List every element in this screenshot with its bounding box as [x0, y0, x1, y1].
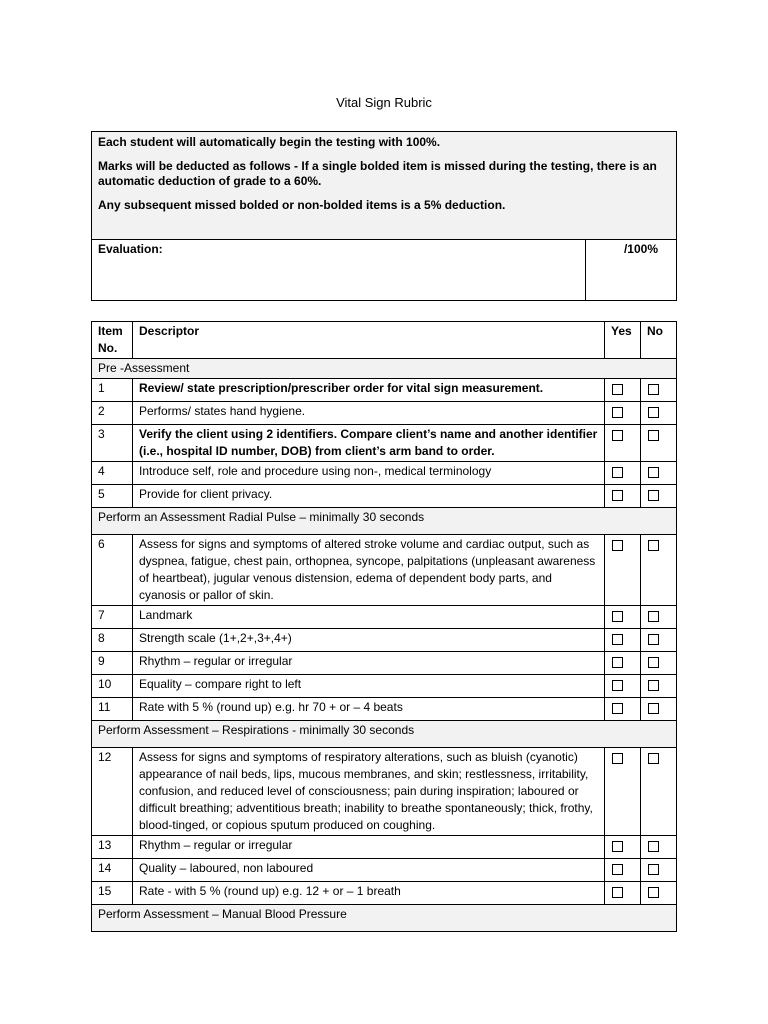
no-checkbox[interactable]: [648, 680, 659, 691]
yes-checkbox[interactable]: [612, 887, 623, 898]
item-descriptor: Rhythm – regular or irregular: [133, 652, 605, 675]
item-number: 11: [92, 698, 133, 721]
item-descriptor: Equality – compare right to left: [133, 675, 605, 698]
item-number: 4: [92, 462, 133, 485]
yes-cell: [605, 882, 641, 905]
item-number: 7: [92, 606, 133, 629]
no-checkbox[interactable]: [648, 634, 659, 645]
no-checkbox[interactable]: [648, 407, 659, 418]
yes-checkbox[interactable]: [612, 467, 623, 478]
section-respirations: [92, 721, 677, 748]
yes-checkbox[interactable]: [612, 864, 623, 875]
no-checkbox[interactable]: [648, 540, 659, 551]
table-row: [92, 859, 677, 882]
item-number: 5: [92, 485, 133, 508]
table-row: [92, 485, 677, 508]
section-label: Pre -Assessment: [92, 359, 677, 379]
instructions-box: [91, 131, 677, 301]
evaluation-label: Evaluation:: [92, 240, 586, 300]
yes-cell: [605, 859, 641, 882]
yes-cell: [605, 535, 641, 606]
section-radial-pulse: [92, 508, 677, 535]
yes-checkbox[interactable]: [612, 611, 623, 622]
instructions-text: [92, 132, 676, 240]
no-checkbox[interactable]: [648, 467, 659, 478]
no-checkbox[interactable]: [648, 753, 659, 764]
table-row: [92, 425, 677, 462]
table-row: [92, 836, 677, 859]
section-blood-pressure: [92, 905, 677, 932]
intro-line-2: Marks will be deducted as follows - If a single bolded item is missed during the testing, there is an automatic deduction of grade to a 60%.: [98, 159, 657, 188]
rubric-table: [91, 321, 677, 932]
evaluation-score: /100%: [623, 242, 658, 256]
table-row: [92, 535, 677, 606]
table-row: [92, 606, 677, 629]
yes-cell: [605, 748, 641, 836]
no-cell: [641, 485, 677, 508]
no-cell: [641, 425, 677, 462]
item-descriptor: Introduce self, role and procedure using non-, medical terminology: [133, 462, 605, 485]
no-checkbox[interactable]: [648, 611, 659, 622]
table-row: [92, 882, 677, 905]
header-descriptor: Descriptor: [133, 322, 605, 359]
no-cell: [641, 675, 677, 698]
table-row: [92, 652, 677, 675]
item-number: 13: [92, 836, 133, 859]
item-number: 15: [92, 882, 133, 905]
no-cell: [641, 882, 677, 905]
no-checkbox[interactable]: [648, 703, 659, 714]
item-number: 3: [92, 425, 133, 462]
page-title: Vital Sign Rubric: [336, 95, 432, 110]
no-checkbox[interactable]: [648, 864, 659, 875]
yes-cell: [605, 379, 641, 402]
no-cell: [641, 535, 677, 606]
yes-checkbox[interactable]: [612, 841, 623, 852]
table-row: [92, 379, 677, 402]
item-descriptor: Assess for signs and symptoms of altered stroke volume and cardiac output, such as dyspnea, fatigue, chest pain, orthopnea, syncope, palpitations (unpleasant awareness of heartbeat), jugular venous distension, edema of dependent body parts, and cyanosis or pallor of skin.: [133, 535, 605, 606]
no-cell: [641, 859, 677, 882]
no-cell: [641, 836, 677, 859]
no-checkbox[interactable]: [648, 841, 659, 852]
table-row: [92, 629, 677, 652]
yes-checkbox[interactable]: [612, 407, 623, 418]
no-checkbox[interactable]: [648, 657, 659, 668]
item-number: 2: [92, 402, 133, 425]
no-checkbox[interactable]: [648, 384, 659, 395]
item-number: 1: [92, 379, 133, 402]
section-label: Perform an Assessment Radial Pulse – minimally 30 seconds: [92, 508, 677, 535]
item-number: 14: [92, 859, 133, 882]
table-row: [92, 402, 677, 425]
item-descriptor: Rate with 5 % (round up) e.g. hr 70 + or – 4 beats: [133, 698, 605, 721]
table-row: [92, 462, 677, 485]
item-descriptor: Rhythm – regular or irregular: [133, 836, 605, 859]
section-label: Perform Assessment – Manual Blood Pressure: [92, 905, 677, 932]
section-label: Perform Assessment – Respirations - minimally 30 seconds: [92, 721, 677, 748]
yes-cell: [605, 629, 641, 652]
no-cell: [641, 629, 677, 652]
table-row: [92, 698, 677, 721]
yes-cell: [605, 425, 641, 462]
no-checkbox[interactable]: [648, 887, 659, 898]
yes-cell: [605, 698, 641, 721]
item-number: 8: [92, 629, 133, 652]
yes-checkbox[interactable]: [612, 540, 623, 551]
table-row: [92, 675, 677, 698]
no-cell: [641, 652, 677, 675]
yes-cell: [605, 652, 641, 675]
yes-cell: [605, 606, 641, 629]
no-cell: [641, 379, 677, 402]
item-descriptor: Review/ state prescription/prescriber order for vital sign measurement.: [133, 379, 605, 402]
yes-cell: [605, 675, 641, 698]
no-cell: [641, 462, 677, 485]
table-header-row: [92, 322, 677, 359]
no-cell: [641, 606, 677, 629]
yes-checkbox[interactable]: [612, 490, 623, 501]
header-yes: Yes: [605, 322, 641, 359]
table-row: [92, 748, 677, 836]
item-number: 6: [92, 535, 133, 606]
item-descriptor: Provide for client privacy.: [133, 485, 605, 508]
yes-checkbox[interactable]: [612, 753, 623, 764]
no-cell: [641, 698, 677, 721]
yes-checkbox[interactable]: [612, 703, 623, 714]
item-number: 9: [92, 652, 133, 675]
no-checkbox[interactable]: [648, 490, 659, 501]
item-number: 12: [92, 748, 133, 836]
no-cell: [641, 402, 677, 425]
yes-checkbox[interactable]: [612, 384, 623, 395]
yes-checkbox[interactable]: [612, 430, 623, 441]
intro-line-1: Each student will automatically begin the testing with 100%.: [98, 135, 441, 149]
no-cell: [641, 748, 677, 836]
yes-checkbox[interactable]: [612, 680, 623, 691]
evaluation-row: [92, 240, 676, 300]
item-descriptor: Quality – laboured, non laboured: [133, 859, 605, 882]
item-descriptor: Assess for signs and symptoms of respiratory alterations, such as bluish (cyanotic) appearance of nail beds, lips, mucous membranes, and skin; restlessness, irritability, confusion, and reduced level of consciousness; pain during inspiration; laboured or difficult breathing; adventitious breath; inability to breathe spontaneously; thick, frothy, blood-tinged, or copious sputum produced on coughing.: [133, 748, 605, 836]
no-checkbox[interactable]: [648, 430, 659, 441]
yes-cell: [605, 462, 641, 485]
yes-checkbox[interactable]: [612, 634, 623, 645]
item-descriptor: Verify the client using 2 identifiers. Compare client’s name and another identifier (i.e., hospital ID number, DOB) from client’s arm band to order.: [133, 425, 605, 462]
header-item-no: Item No.: [92, 322, 133, 359]
yes-checkbox[interactable]: [612, 657, 623, 668]
item-descriptor: Rate - with 5 % (round up) e.g. 12 + or – 1 breath: [133, 882, 605, 905]
yes-cell: [605, 836, 641, 859]
section-pre-assessment: [92, 359, 677, 379]
yes-cell: [605, 485, 641, 508]
item-number: 10: [92, 675, 133, 698]
yes-cell: [605, 402, 641, 425]
header-no: No: [641, 322, 677, 359]
intro-line-3: Any subsequent missed bolded or non-bolded items is a 5% deduction.: [98, 198, 506, 212]
item-descriptor: Performs/ states hand hygiene.: [133, 402, 605, 425]
item-descriptor: Landmark: [133, 606, 605, 629]
item-descriptor: Strength scale (1+,2+,3+,4+): [133, 629, 605, 652]
